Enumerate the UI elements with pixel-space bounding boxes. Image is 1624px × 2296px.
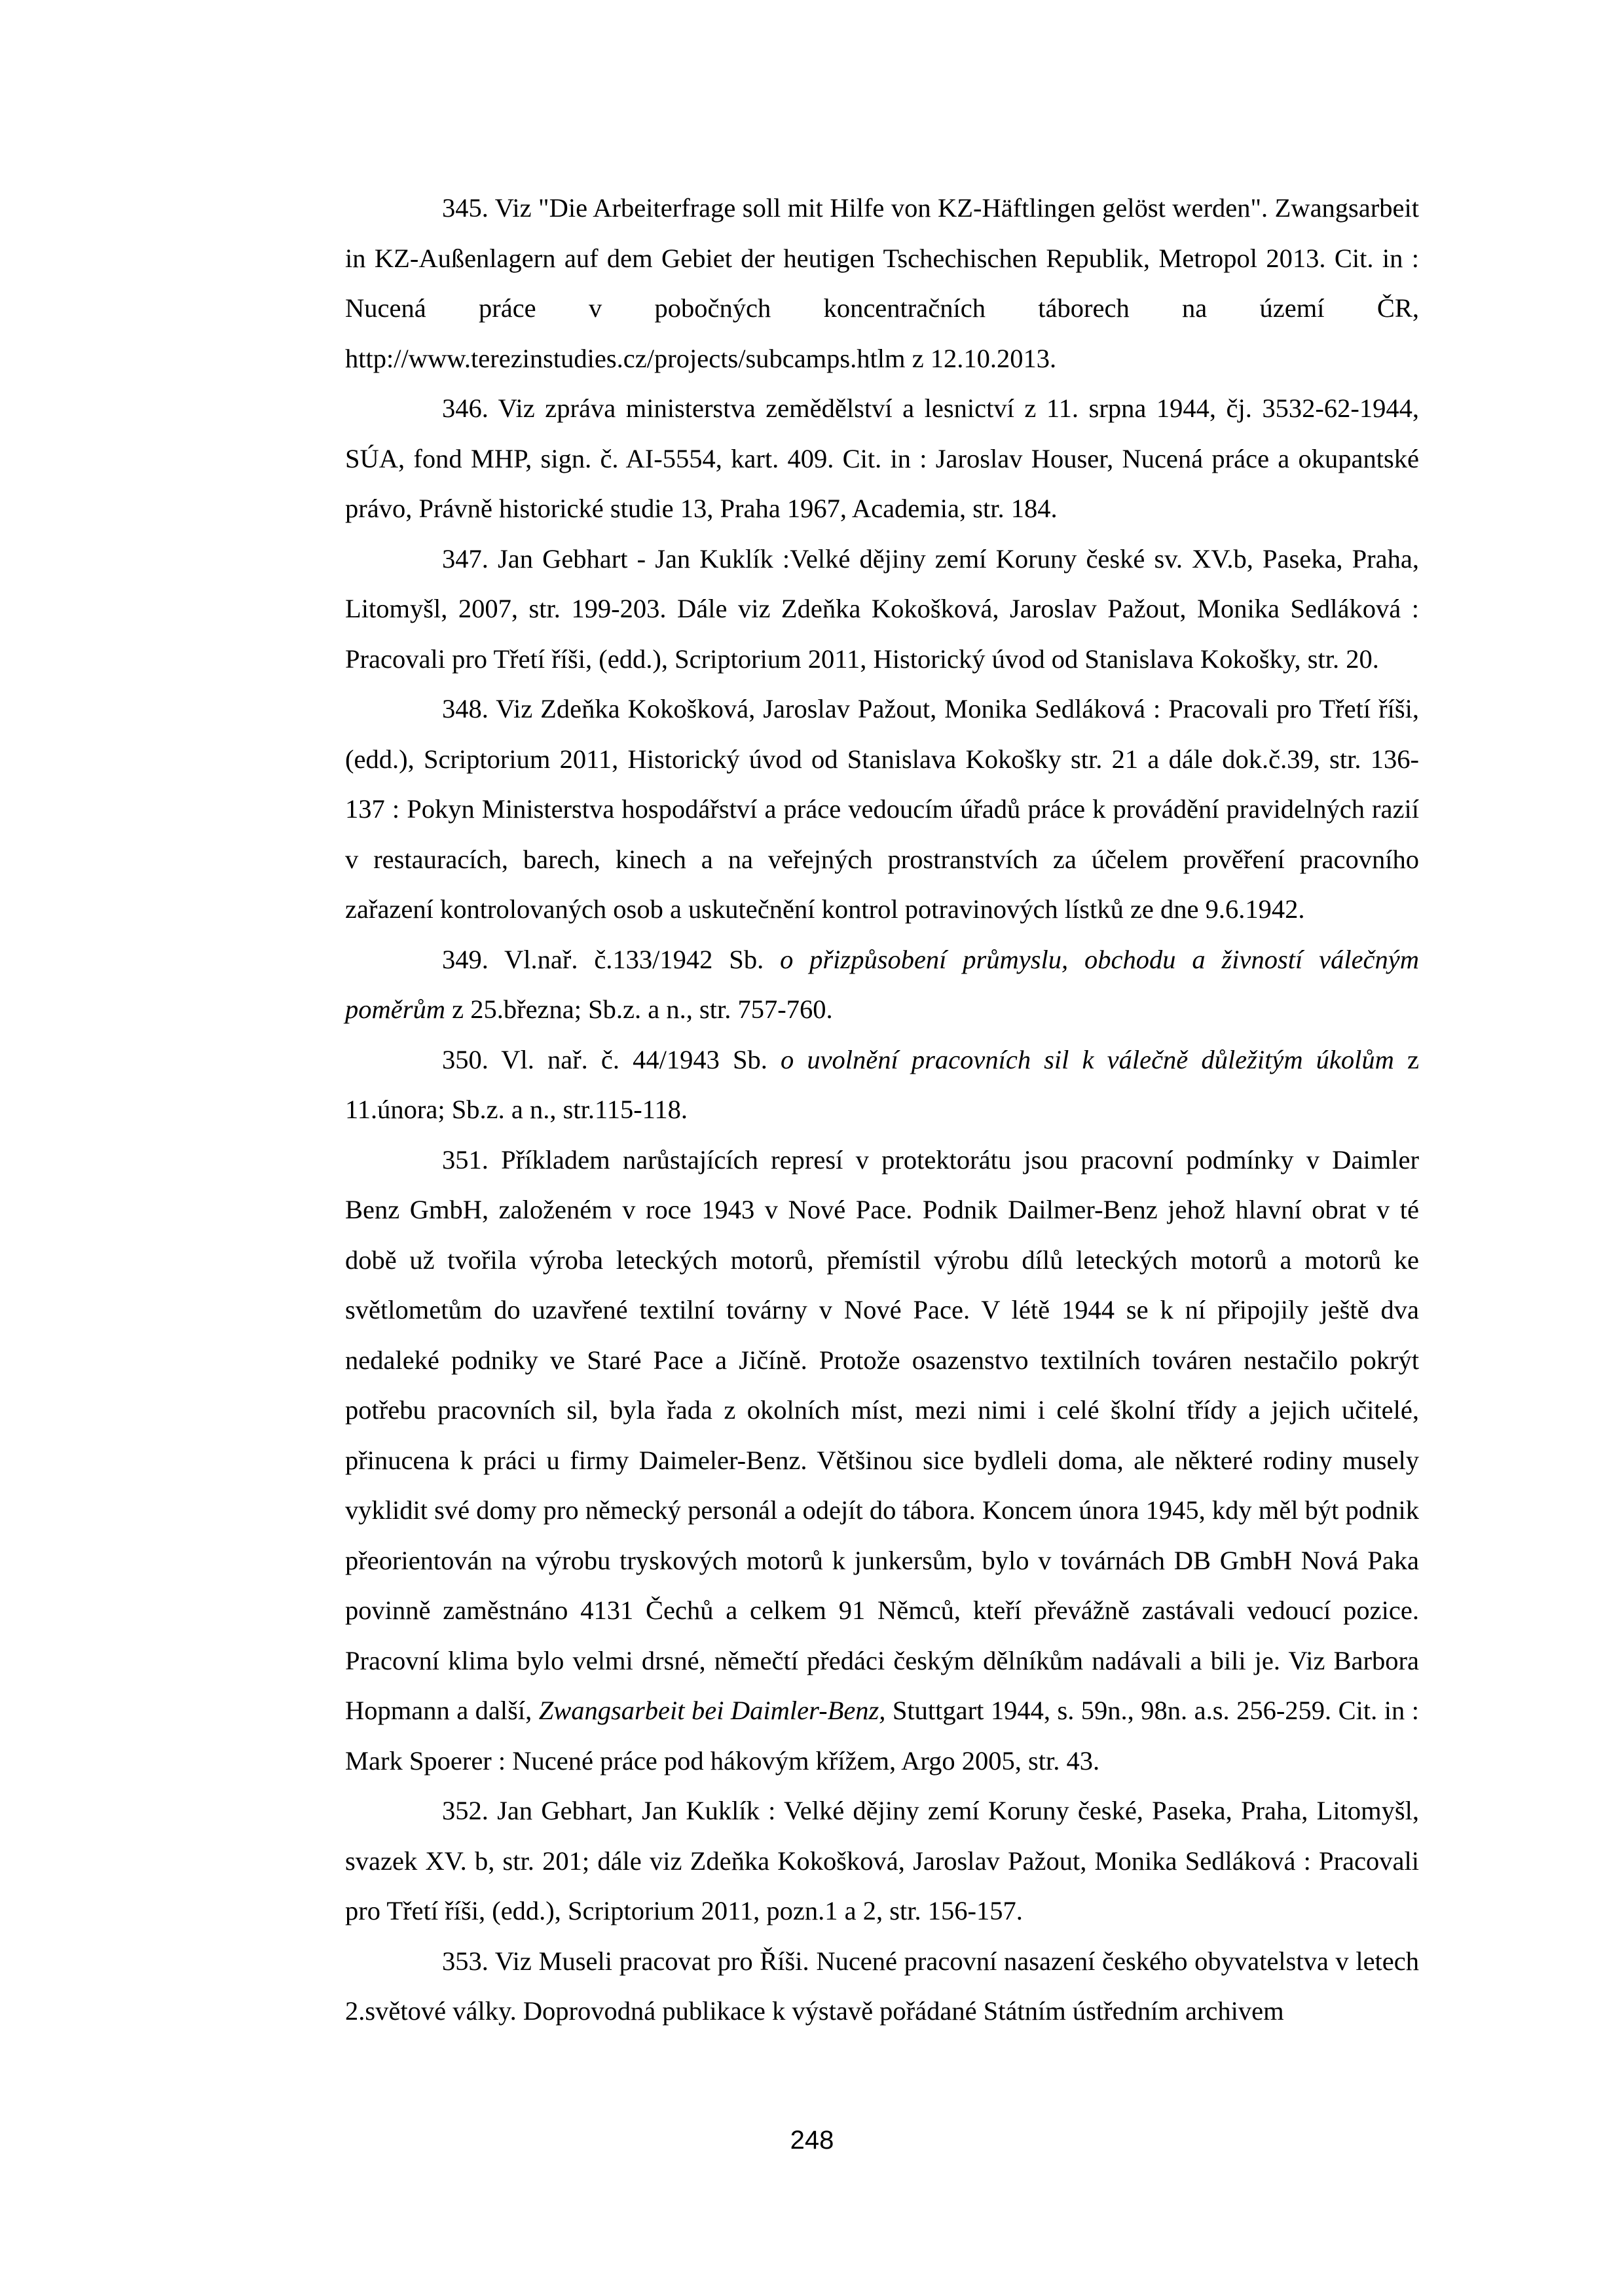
endnote-347 (345, 534, 1419, 685)
endnote-350-title-italic: o uvolnění pracovních sil k válečně důležitým úkolům (780, 1044, 1394, 1074)
endnote-349-title-italic: o přizpůsobení průmyslu, obchodu a živností válečným poměrům (345, 944, 1419, 1024)
endnote-352 (345, 1786, 1419, 1937)
endnote-347-text: 347. Jan Gebhart - Jan Kuklík :Velké dějiny zemí Koruny české sv. XV.b, Paseka, Praha, Litomyšl, 2007, str. 199-203. Dále viz Zdeňka Kokošková, Jaroslav Pažout, Monika Sedláková : Pracovali pro Třetí říši, (edd.), Scriptorium 2011, Historický úvod od Stanislava Kokošky, str. 20. (345, 543, 1419, 674)
endnote-345-text: 345. Viz "Die Arbeiterfrage soll mit Hilfe von KZ-Häftlingen gelöst werden". Zwangsarbeit in KZ-Außenlagern auf dem Gebiet der heutigen Tschechischen Republik, Metropol 2013. Cit. in : Nucená práce v pobočných koncentračních táborech na území ČR, http://www.terezinstudies.cz/projects/subcamps.htlm z 12.10.2013. (345, 193, 1419, 373)
endnote-348 (345, 684, 1419, 935)
endnote-346-text: 346. Viz zpráva ministerstva zemědělství a lesnictví z 11. srpna 1944, čj. 3532-62-1944, SÚA, fond MHP, sign. č. AI-5554, kart. 409. Cit. in : Jaroslav Houser, Nucená práce a okupantské právo, Právně historické studie 13, Praha 1967, Academia, str. 184. (345, 393, 1419, 523)
endnote-350-text-after: z 11.února; Sb.z. a n., str.115-118. (345, 1044, 1419, 1124)
page-number: 248 (790, 2126, 834, 2155)
endnote-348-text: 348. Viz Zdeňka Kokošková, Jaroslav Pažout, Monika Sedláková : Pracovali pro Třetí říši, (edd.), Scriptorium 2011, Historický úvod od Stanislava Kokošky str. 21 a dále dok.č.39, str. 136-137 : Pokyn Ministerstva hospodářství a práce vedoucím úřadů práce k provádění pravidelných razií v restauracích, barech, kinech a na veřejných prostranstvích za účelem prověření pracovního zařazení kontrolovaných osob a uskutečnění kontrol potravinových lístků ze dne 9.6.1942. (345, 694, 1419, 924)
endnote-352-text: 352. Jan Gebhart, Jan Kuklík : Velké dějiny zemí Koruny české, Paseka, Praha, Litomyšl, svazek XV. b, str. 201; dále viz Zdeňka Kokošková, Jaroslav Pažout, Monika Sedláková : Pracovali pro Třetí říši, (edd.), Scriptorium 2011, pozn.1 a 2, str. 156-157. (345, 1796, 1419, 1925)
endnote-346 (345, 384, 1419, 534)
endnote-351-title-italic: Zwangsarbeit bei Daimler-Benz, (538, 1696, 886, 1725)
endnote-351-text-before: 351. Příkladem narůstajících represí v protektorátu jsou pracovní podmínky v Daimler Benz GmbH, založeném v roce 1943 v Nové Pace. Podnik Dailmer-Benz jehož hlavní obrat v té době už tvořila výroba leteckých motorů, přemístil výrobu dílů leteckých motorů a motorů ke světlometům do uzavřené textilní továrny v Nové Pace. V létě 1944 se k ní připojily ještě dva nedaleké podniky ve Staré Pace a Jičíně. Protože osazenstvo textilních továren nestačilo pokrýt potřebu pracovních sil, byla řada z okolních míst, mezi nimi i celé školní třídy a jejich učitelé, přinucena k práci u firmy Daimeler-Benz. Většinou sice bydleli doma, ale některé rodiny musely vyklidit své domy pro německý personál a odejít do tábora. Koncem února 1945, kdy měl být podnik přeorientován na výrobu tryskových motorů k junkersům, bylo v továrnách DB GmbH Nová Paka povinně zaměstnáno 4131 Čechů a celkem 91 Němců, kteří převážně zastávali vedoucí pozice. Pracovní klima bylo velmi drsné, němečtí předáci českým dělníkům nadávali a bili je. Viz Barbora Hopmann a další, (345, 1144, 1419, 1725)
endnote-349-text-before: 349. Vl.nař. č.133/1942 Sb. (442, 944, 781, 974)
endnote-349-text-after: z 25.března; Sb.z. a n., str. 757-760. (445, 994, 833, 1024)
endnote-351-text-after: Stuttgart 1944, s. 59n., 98n. a.s. 256-259. Cit. in : Mark Spoerer : Nucené práce pod hákovým křížem, Argo 2005, str. 43. (345, 1696, 1419, 1776)
endnote-353-text: 353. Viz Museli pracovat pro Říši. Nucené pracovní nasazení českého obyvatelstva v letech 2.světové války. Doprovodná publikace k výstavě pořádané Státním ústředním archivem (345, 1946, 1419, 2026)
endnote-345 (345, 183, 1419, 384)
endnote-350-text-before: 350. Vl. nař. č. 44/1943 Sb. (442, 1044, 781, 1074)
endnote-351 (345, 1135, 1419, 1787)
endnote-353 (345, 1937, 1419, 2037)
endnote-350 (345, 1035, 1419, 1135)
endnotes-body (345, 183, 1419, 2037)
endnote-349 (345, 935, 1419, 1035)
